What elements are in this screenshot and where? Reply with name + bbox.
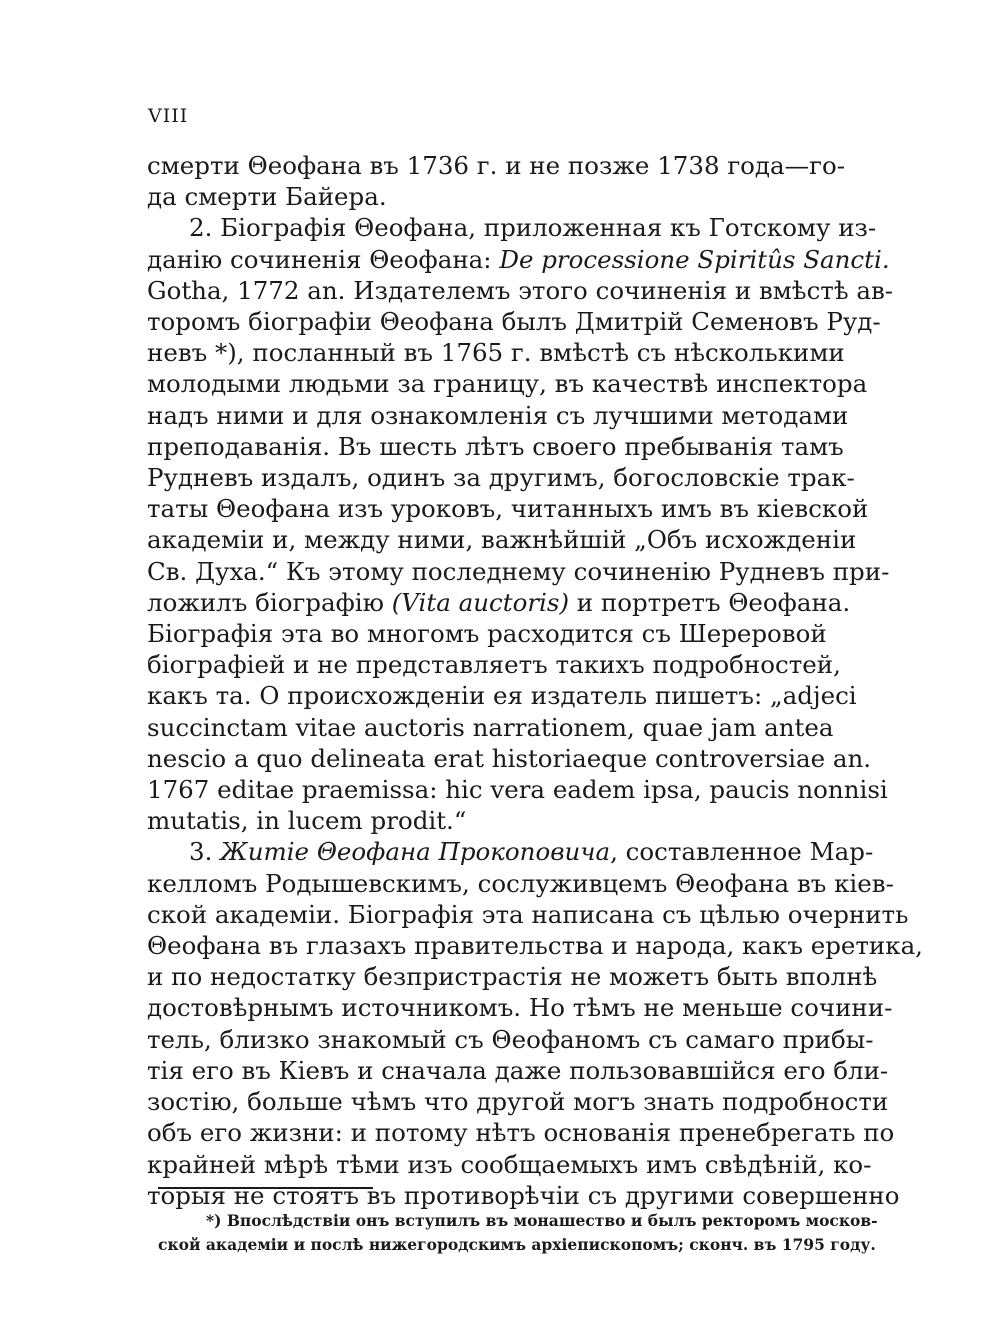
text-line: Біографія эта во многомъ расходится съ Шереровой bbox=[147, 619, 827, 649]
text-run: и портретъ Θеофана. bbox=[569, 587, 851, 617]
text-line: и по недостатку безпристрастія не можетъ быть вполнѣ bbox=[147, 962, 878, 992]
text-line: невъ *), посланный въ 1765 г. вмѣстѣ съ нѣсколькими bbox=[147, 338, 845, 368]
text-line: 2. Біографія Θеофана, приложенная къ Готскому из- bbox=[189, 213, 877, 243]
text-line: біографіей и не представляетъ такихъ подробностей, bbox=[147, 650, 841, 680]
text-line: торыя не стоятъ въ противорѣчіи съ другими совершенно bbox=[147, 1180, 900, 1210]
text-line: какъ та. О происхожденіи ея издатель пишетъ: „adjeci bbox=[147, 681, 857, 711]
footnote-divider bbox=[158, 1187, 373, 1189]
text-run: 3. bbox=[189, 837, 221, 867]
text-line: крайней мѣрѣ тѣми изъ сообщаемыхъ имъ свѣдѣній, ко- bbox=[147, 1149, 872, 1179]
footnote-line: *) Впослѣдствіи онъ вступилъ въ монашество и былъ ректоромъ москов- bbox=[206, 1211, 878, 1230]
italic-title: (Vita auctoris) bbox=[391, 587, 569, 617]
text-line: объ его жизни: и потому нѣтъ основанія пренебрегать по bbox=[147, 1118, 895, 1148]
text-line: Рудневъ издалъ, одинъ за другимъ, богословскіе трак- bbox=[147, 463, 855, 493]
text-line: смерти Θеофана въ 1736 г. и не позже 1738 года—го- bbox=[147, 151, 845, 180]
text-line: академіи и, между ними, важнѣйшій „Объ исхожденіи bbox=[147, 525, 857, 555]
footnote-line: ской академіи и послѣ нижегородскимъ архіепископомъ; сконч. въ 1795 году. bbox=[158, 1235, 876, 1254]
italic-title: Житіе Θеофана Прокоповича bbox=[220, 837, 611, 867]
text-line: надъ ними и для ознакомленія съ лучшими методами bbox=[147, 400, 849, 430]
text-line: Св. Духа.“ Къ этому последнему сочиненію Рудневъ при- bbox=[147, 556, 890, 586]
text-run: , составленное Мар- bbox=[610, 837, 874, 867]
text-line: succinctam vitae auctoris narrationem, quae jam antea bbox=[147, 712, 834, 742]
italic-title: De processione Spiritûs Sancti. bbox=[499, 244, 890, 274]
body-text bbox=[147, 150, 923, 1211]
text-line: торомъ біографіи Θеофана былъ Дмитрій Семеновъ Руд- bbox=[147, 307, 881, 337]
text-line: тія его въ Кіевъ и сначала даже пользовавшійся его бли- bbox=[147, 1055, 889, 1085]
text-line: Θеофана въ глазахъ правительства и народа, какъ еретика, bbox=[147, 931, 923, 961]
page-number: VIII bbox=[148, 105, 189, 127]
text-line: mutatis, in lucem prodit.“ bbox=[147, 806, 467, 836]
text-line: достовѣрнымъ источникомъ. Но тѣмъ не меньше сочини- bbox=[147, 993, 893, 1023]
text-line: молодыми людьми за границу, въ качествѣ инспектора bbox=[147, 369, 868, 399]
text-run: данію сочиненія Θеофана: bbox=[147, 244, 500, 274]
text-line bbox=[147, 244, 890, 275]
text-line: келломъ Родышевскимъ, сослуживцемъ Θеофана въ кіев- bbox=[147, 868, 894, 898]
text-run: ложилъ біографію bbox=[147, 587, 392, 617]
text-line bbox=[147, 836, 874, 867]
text-line: 1767 editae praemissa: hic vera eadem ipsa, paucis nonnisi bbox=[147, 775, 888, 805]
text-line: да смерти Байера. bbox=[147, 182, 387, 212]
text-line bbox=[147, 587, 851, 618]
text-line: ской академіи. Біографія эта написана съ цѣлью очернить bbox=[147, 899, 909, 929]
text-line: преподаванія. Въ шесть лѣтъ своего пребыванія тамъ bbox=[147, 431, 844, 461]
text-line: зостію, больше чѣмъ что другой могъ знать подробности bbox=[147, 1087, 889, 1117]
text-line: тель, близко знакомый съ Θеофаномъ съ самаго прибы- bbox=[147, 1024, 874, 1054]
text-line: таты Θеофана изъ уроковъ, читанныхъ имъ въ кіевской bbox=[147, 494, 869, 524]
text-line: Gotha, 1772 an. Издателемъ этого сочиненія и вмѣстѣ ав- bbox=[147, 275, 894, 305]
text-line: nescio a quo delineata erat historiaeque controversiae an. bbox=[147, 743, 872, 773]
footnote bbox=[158, 1209, 878, 1257]
